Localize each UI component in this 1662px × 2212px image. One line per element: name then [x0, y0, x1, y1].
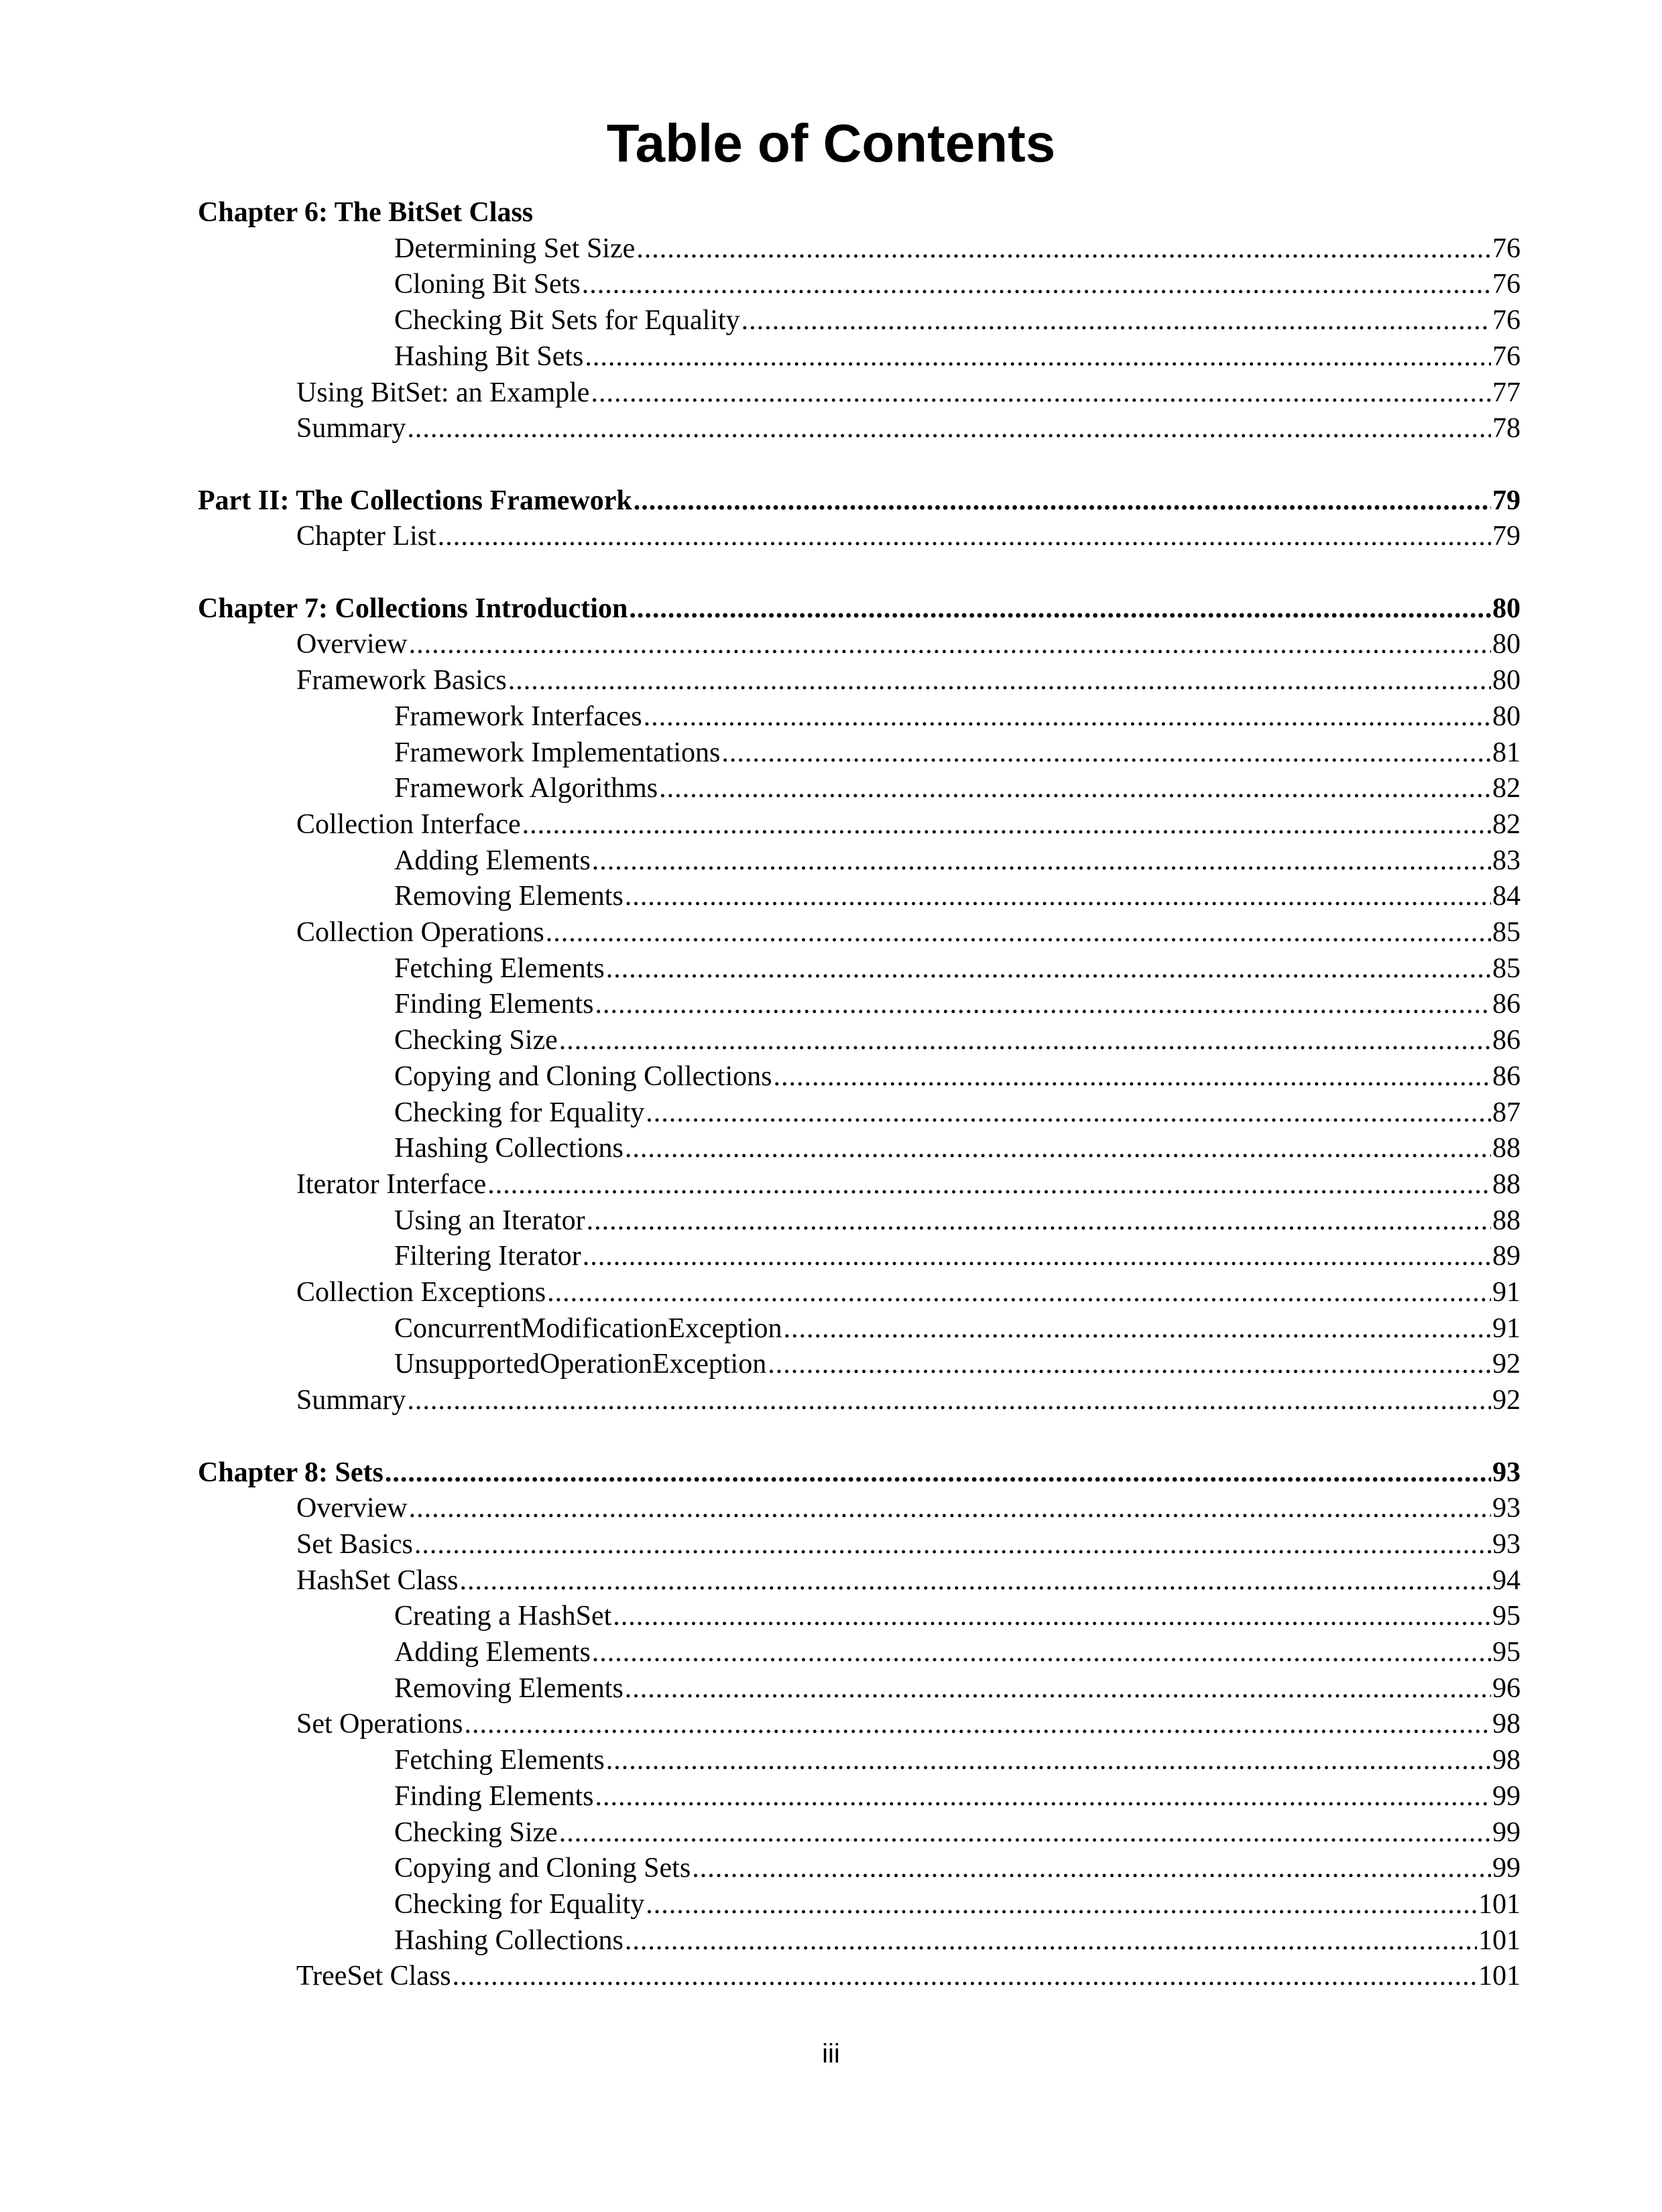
dot-leader [644, 698, 1491, 735]
toc-entry-page-number: 89 [1492, 1241, 1521, 1272]
toc-entry-label: Framework Algorithms [394, 773, 658, 804]
toc-entry[interactable] [296, 1526, 1521, 1562]
toc-entry[interactable] [296, 914, 1521, 950]
dot-leader [508, 662, 1491, 698]
toc-entry-page-number: 99 [1492, 1853, 1521, 1884]
toc-entry-label: Cloning Bit Sets [394, 269, 581, 300]
dot-leader [585, 339, 1491, 375]
dot-leader [582, 266, 1491, 302]
toc-entry-page-number: 92 [1492, 1385, 1521, 1416]
toc-entry-label: Checking for Equality [394, 1097, 645, 1128]
toc-entry-label: Determining Set Size [394, 233, 636, 264]
toc-entry-label: Copying and Cloning Collections [394, 1061, 772, 1092]
toc-entry-page-number: 96 [1492, 1673, 1521, 1704]
toc-entry-page-number: 94 [1492, 1565, 1521, 1596]
dot-leader [522, 806, 1491, 843]
toc-entry[interactable] [296, 1490, 1521, 1526]
toc-entry[interactable] [296, 1958, 1521, 1994]
toc-entry-label: Using an Iterator [394, 1205, 585, 1236]
dot-leader [659, 770, 1491, 806]
toc-entry[interactable] [394, 878, 1521, 914]
toc-entry-page-number: 82 [1492, 773, 1521, 804]
dot-leader [409, 1490, 1491, 1526]
toc-entry-page-number: 79 [1492, 521, 1521, 552]
toc-entry-label: Summary [296, 413, 406, 444]
toc-entry[interactable] [394, 339, 1521, 375]
dot-leader [487, 1166, 1491, 1203]
toc-entry[interactable] [394, 1634, 1521, 1670]
toc-entry-page-number: 98 [1492, 1745, 1521, 1776]
dot-leader [595, 1778, 1492, 1815]
dot-leader [409, 626, 1491, 662]
toc-entry-label: Part II: The Collections Framework [198, 485, 632, 516]
dot-leader [559, 1022, 1491, 1058]
toc-entry-label: Finding Elements [394, 989, 594, 1020]
toc-entry-page-number: 80 [1492, 701, 1521, 732]
toc-entry-label: Hashing Collections [394, 1925, 624, 1956]
toc-entry-label: Checking Size [394, 1025, 558, 1056]
toc-entry-label: Chapter 7: Collections Introduction [198, 593, 628, 624]
toc-entry-label: Summary [296, 1385, 406, 1416]
toc-entry-page-number: 76 [1492, 305, 1521, 336]
dot-leader [583, 1238, 1491, 1274]
toc-entry-label: Checking Bit Sets for Equality [394, 305, 740, 336]
toc-entry-page-number: 76 [1492, 341, 1521, 372]
dot-leader [460, 1562, 1492, 1599]
toc-entry-label: Fetching Elements [394, 953, 605, 984]
toc-entry-label: Framework Implementations [394, 737, 721, 768]
toc-entry-page-number: 86 [1492, 1061, 1521, 1092]
toc-entry-page-number: 88 [1492, 1205, 1521, 1236]
toc-entry[interactable] [296, 1562, 1521, 1599]
toc-entry-page-number: 95 [1492, 1601, 1521, 1632]
toc-entry[interactable] [394, 1598, 1521, 1634]
toc-entry-page-number: 78 [1492, 413, 1521, 444]
toc-entry-label: Collection Operations [296, 917, 544, 948]
toc-entry-label: Chapter 8: Sets [198, 1457, 383, 1488]
toc-entry[interactable] [394, 1238, 1521, 1274]
dot-leader [592, 1634, 1491, 1670]
toc-entry-page-number: 95 [1492, 1637, 1521, 1668]
dot-leader [414, 1526, 1491, 1562]
toc-entry-label: Using BitSet: an Example [296, 377, 590, 408]
toc-entry-label: Copying and Cloning Sets [394, 1853, 691, 1884]
toc-entry[interactable] [394, 266, 1521, 302]
dot-leader [774, 1058, 1492, 1095]
toc-entry-page-number: 80 [1492, 629, 1521, 660]
dot-leader [741, 302, 1491, 339]
toc-entry-label: Finding Elements [394, 1781, 594, 1812]
toc-entry-page-number: 92 [1492, 1349, 1521, 1379]
toc-entry-page-number: 76 [1492, 269, 1521, 300]
dot-leader [721, 735, 1491, 771]
toc-entry[interactable] [394, 1203, 1521, 1239]
dot-leader [606, 950, 1491, 987]
toc-entry[interactable] [394, 698, 1521, 735]
toc-entry-page-number: 85 [1492, 917, 1521, 948]
dot-leader [438, 518, 1491, 554]
dot-leader [407, 1382, 1491, 1418]
toc-entry-page-number: 91 [1492, 1277, 1521, 1308]
dot-leader [606, 1742, 1491, 1778]
toc-entry-page-number: 80 [1492, 665, 1521, 696]
page-number-footer: iii [822, 2039, 840, 2069]
toc-entry[interactable] [394, 1850, 1521, 1886]
toc-entry[interactable] [394, 1778, 1521, 1815]
toc-entry[interactable] [394, 950, 1521, 987]
toc-entry-label: Adding Elements [394, 845, 591, 876]
toc-entry-page-number: 80 [1492, 593, 1521, 624]
toc-entry-label: Hashing Bit Sets [394, 341, 584, 372]
toc-entry-label: Framework Interfaces [394, 701, 642, 732]
toc-entry-page-number: 101 [1478, 1889, 1521, 1920]
toc-entry-label: ConcurrentModificationException [394, 1313, 782, 1344]
toc-heading-entry[interactable] [198, 591, 1521, 627]
toc-entry-page-number: 83 [1492, 845, 1521, 876]
toc-entry-page-number: 84 [1492, 881, 1521, 912]
dot-leader [634, 483, 1491, 519]
toc-entry-label: Creating a HashSet [394, 1601, 612, 1632]
toc-entry[interactable] [394, 1346, 1521, 1382]
toc-entry[interactable] [394, 1815, 1521, 1851]
dot-leader [546, 914, 1491, 950]
toc-entry-label: Overview [296, 629, 408, 660]
toc-entry[interactable] [394, 1742, 1521, 1778]
toc-entry-label: Collection Interface [296, 809, 521, 840]
dot-leader [407, 410, 1491, 446]
page-title: Table of Contents [606, 113, 1056, 173]
toc-entry[interactable] [296, 410, 1521, 446]
toc-entry[interactable] [394, 1058, 1521, 1095]
toc-entry[interactable] [394, 302, 1521, 339]
dot-leader [464, 1706, 1491, 1742]
toc-entry-page-number: 81 [1492, 737, 1521, 768]
toc-entry[interactable] [394, 1922, 1521, 1959]
dot-leader [768, 1346, 1491, 1382]
toc-entry[interactable] [296, 518, 1521, 554]
toc-entry-page-number: 82 [1492, 809, 1521, 840]
toc-entry[interactable] [394, 735, 1521, 771]
toc-entry-label: HashSet Class [296, 1565, 459, 1596]
toc-entry[interactable] [394, 1310, 1521, 1347]
toc-entry-page-number: 87 [1492, 1097, 1521, 1128]
toc-entry-label: Removing Elements [394, 1673, 624, 1704]
toc-entry-page-number: 85 [1492, 953, 1521, 984]
toc-entry[interactable] [394, 1670, 1521, 1707]
toc-entry-page-number: 98 [1492, 1709, 1521, 1739]
toc-entry-label: Removing Elements [394, 881, 624, 912]
dot-leader [595, 986, 1492, 1022]
toc-entry-page-number: 93 [1492, 1493, 1521, 1524]
toc-entry[interactable] [296, 806, 1521, 843]
dot-leader [646, 1886, 1477, 1922]
dot-leader [692, 1850, 1491, 1886]
dot-leader [592, 843, 1491, 879]
toc-entry-page-number: 88 [1492, 1133, 1521, 1164]
toc-entry-page-number: 93 [1492, 1457, 1521, 1488]
toc-entry[interactable] [394, 1130, 1521, 1166]
toc-entry-label: Framework Basics [296, 665, 507, 696]
dot-leader [547, 1274, 1491, 1310]
toc-entry[interactable] [296, 662, 1521, 698]
dot-leader [625, 878, 1491, 914]
toc-entry-label: Chapter 6: The BitSet Class [198, 197, 534, 228]
toc-entry-page-number: 77 [1492, 377, 1521, 408]
toc-entry-page-number: 76 [1492, 233, 1521, 264]
toc-entry[interactable] [296, 1382, 1521, 1418]
toc-entry[interactable] [394, 986, 1521, 1022]
toc-entry[interactable] [296, 1274, 1521, 1310]
toc-entry-page-number: 93 [1492, 1529, 1521, 1560]
toc-entry-page-number: 101 [1478, 1925, 1521, 1956]
toc-entry-page-number: 86 [1492, 1025, 1521, 1056]
toc-entry-label: Filtering Iterator [394, 1241, 581, 1272]
toc-entry-label: Checking Size [394, 1817, 558, 1848]
toc-entry-label: UnsupportedOperationException [394, 1349, 767, 1379]
toc-entry[interactable] [394, 770, 1521, 806]
toc-entry-label: Adding Elements [394, 1637, 591, 1668]
dot-leader [453, 1958, 1477, 1994]
toc-entry-page-number: 101 [1478, 1961, 1521, 1991]
dot-leader [636, 231, 1491, 267]
toc-entry[interactable] [394, 1095, 1521, 1131]
dot-leader [385, 1455, 1491, 1491]
toc-entry[interactable] [394, 1886, 1521, 1922]
toc-entry-label: Overview [296, 1493, 408, 1524]
dot-leader [784, 1310, 1491, 1347]
toc-entry[interactable] [296, 626, 1521, 662]
toc-entry-page-number: 79 [1492, 485, 1521, 516]
toc-entry-label: Set Basics [296, 1529, 413, 1560]
toc-entry[interactable] [296, 375, 1521, 411]
toc-entry[interactable] [296, 1166, 1521, 1203]
toc-entry-label: Hashing Collections [394, 1133, 624, 1164]
dot-leader [625, 1670, 1491, 1707]
dot-leader [646, 1095, 1491, 1131]
dot-leader [591, 375, 1491, 411]
toc-heading-entry[interactable] [198, 194, 1521, 231]
toc-entry-label: Collection Exceptions [296, 1277, 546, 1308]
toc-entry[interactable] [394, 843, 1521, 879]
toc-entry[interactable] [394, 231, 1521, 267]
dot-leader [625, 1130, 1491, 1166]
toc-entry-label: TreeSet Class [296, 1961, 451, 1991]
toc-entry-label: Fetching Elements [394, 1745, 605, 1776]
toc-heading-entry[interactable] [198, 1455, 1521, 1491]
toc-entry-label: Set Operations [296, 1709, 463, 1739]
toc-entry[interactable] [296, 1706, 1521, 1742]
toc-entry-label: Checking for Equality [394, 1889, 645, 1920]
toc-heading-entry[interactable] [198, 483, 1521, 519]
toc-entry-page-number: 99 [1492, 1781, 1521, 1812]
toc-entry-label: Iterator Interface [296, 1169, 487, 1200]
toc-entry-page-number: 91 [1492, 1313, 1521, 1344]
toc-entry[interactable] [394, 1022, 1521, 1058]
dot-leader [559, 1815, 1491, 1851]
toc-entry-page-number: 86 [1492, 989, 1521, 1020]
dot-leader [587, 1203, 1491, 1239]
dot-leader [625, 1922, 1477, 1959]
dot-leader [629, 591, 1491, 627]
toc-entry-page-number: 99 [1492, 1817, 1521, 1848]
toc-entry-page-number: 88 [1492, 1169, 1521, 1200]
dot-leader [613, 1598, 1491, 1634]
toc-entry-label: Chapter List [296, 521, 436, 552]
